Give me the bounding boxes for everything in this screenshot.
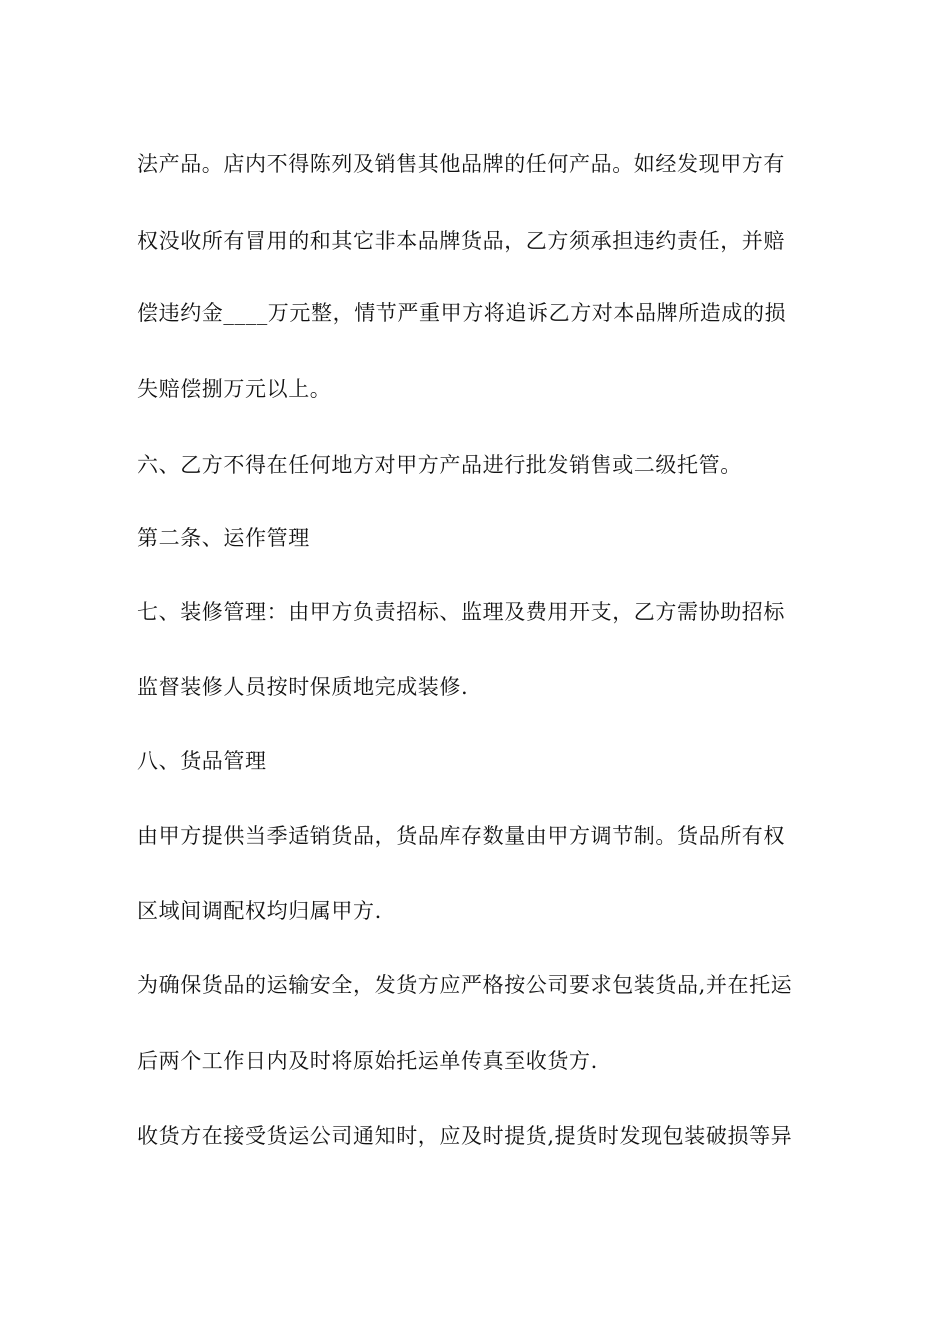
section-item-six: 六、乙方不得在任何地方对甲方产品进行批发销售或二级托管。 bbox=[137, 453, 742, 477]
paragraph-line: 监督装修人员按时保质地完成装修. bbox=[137, 675, 469, 699]
section-heading: 第二条、运作管理 bbox=[137, 526, 310, 550]
paragraph-line: 失赔偿捌万元以上。 bbox=[137, 377, 332, 401]
paragraph-line: 权没收所有冒用的和其它非本品牌货品，乙方须承担违约责任，并赔 bbox=[137, 229, 785, 253]
paragraph-line: 法产品。店内不得陈列及销售其他品牌的任何产品。如经发现甲方有 bbox=[137, 152, 785, 176]
paragraph-line: 偿违约金____万元整，情节严重甲方将追诉乙方对本品牌所造成的损 bbox=[137, 301, 787, 325]
paragraph-line: 由甲方提供当季适销货品，货品库存数量由甲方调节制。货品所有权 bbox=[137, 824, 785, 848]
paragraph-line: 区域间调配权均归属甲方. bbox=[137, 899, 382, 923]
section-item-seven: 七、装修管理：由甲方负责招标、监理及费用开支，乙方需协助招标 bbox=[137, 600, 785, 624]
paragraph-line: 收货方在接受货运公司通知时，应及时提货,提货时发现包装破损等异 bbox=[137, 1124, 793, 1148]
paragraph-line: 后两个工作日内及时将原始托运单传真至收货方. bbox=[137, 1049, 598, 1073]
section-item-eight: 八、货品管理 bbox=[137, 749, 267, 773]
paragraph-line: 为确保货品的运输安全，发货方应严格按公司要求包装货品,并在托运 bbox=[137, 973, 793, 997]
